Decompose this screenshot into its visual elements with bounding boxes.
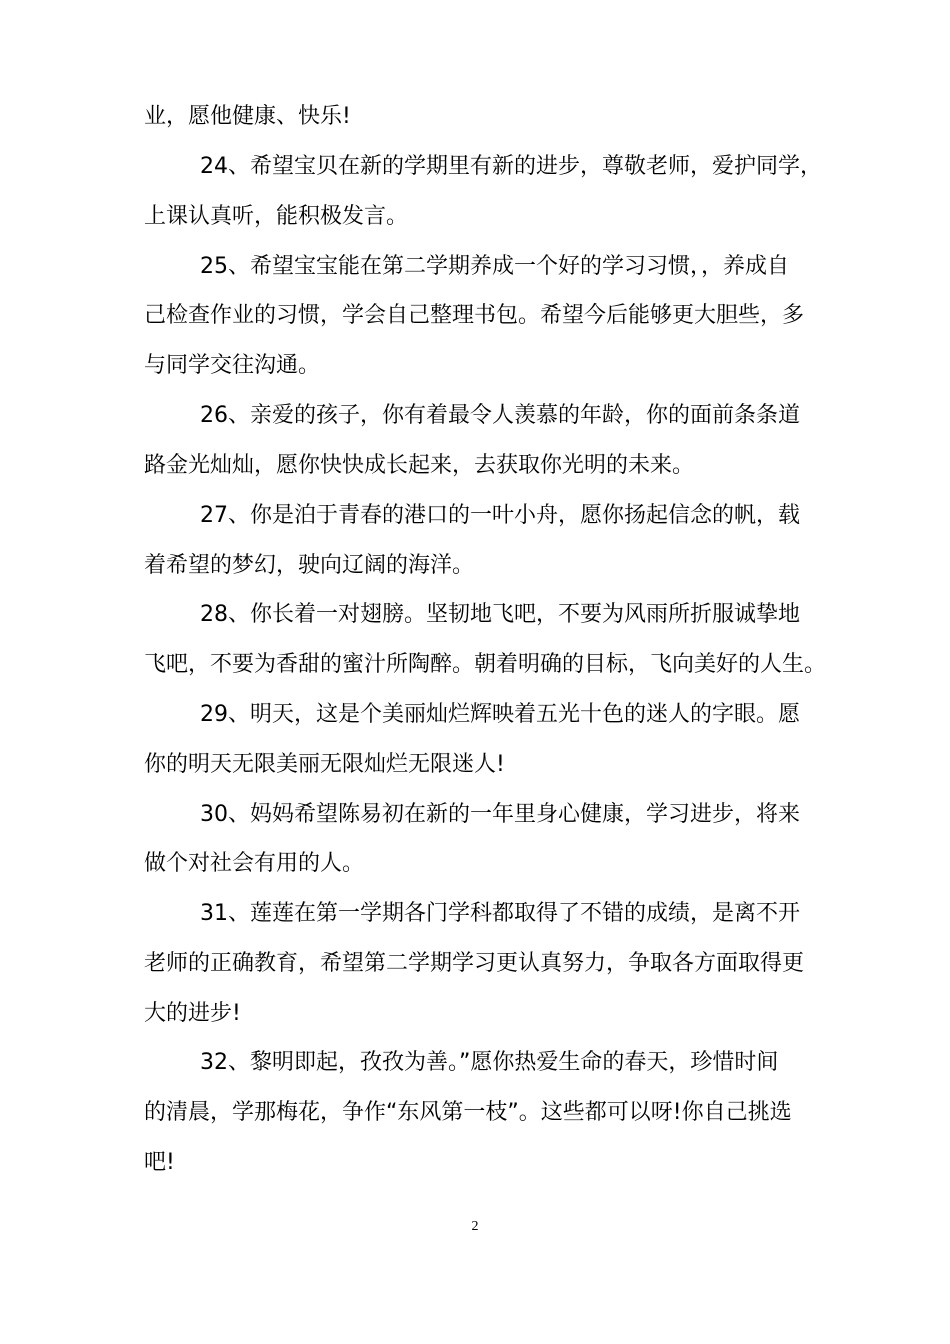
text-line: 24、希望宝贝在新的学期里有新的进步，尊敬老师，爱护同学， <box>200 154 822 179</box>
page-number: 2 <box>471 1219 479 1234</box>
text-line: 25、希望宝宝能在第二学期养成一个好的学习习惯，，养成自 <box>200 254 789 279</box>
text-line: 上课认真听，能积极发言。 <box>144 204 409 229</box>
text-line: 着希望的梦幻，驶向辽阔的海洋。 <box>144 553 475 578</box>
text-line: 的清晨，学那梅花，争作“东风第一枝”。这些都可以呀!你自己挑选 <box>144 1100 792 1125</box>
text-line: 32、黎明即起，孜孜为善。”愿你热爱生命的春天，珍惜时间 <box>200 1050 779 1075</box>
text-line: 30、妈妈希望陈易初在新的一年里身心健康，学习进步，将来 <box>200 802 800 827</box>
text-line: 大的进步! <box>144 1001 241 1026</box>
text-line: 27、你是泊于青春的港口的一叶小舟，愿你扬起信念的帆，载 <box>200 503 800 528</box>
text-line: 28、你长着一对翅膀。坚韧地飞吧，不要为风雨所折服诚挚地 <box>200 602 800 627</box>
text-line: 路金光灿灿，愿你快快成长起来，去获取你光明的未来。 <box>144 453 695 478</box>
text-line: 老师的正确教育，希望第二学期学习更认真努力，争取各方面取得更 <box>144 951 805 976</box>
text-line: 吧! <box>144 1150 175 1175</box>
text-line: 飞吧，不要为香甜的蜜汁所陶醉。朝着明确的目标，飞向美好的人生。 <box>144 652 827 677</box>
text-line: 业，愿他健康、快乐! <box>144 104 351 129</box>
text-line: 31、莲莲在第一学期各门学科都取得了不错的成绩，是离不开 <box>200 901 800 926</box>
text-line: 26、亲爱的孩子，你有着最令人羡慕的年龄，你的面前条条道 <box>200 403 800 428</box>
text-line: 29、明天，这是个美丽灿烂辉映着五光十色的迷人的字眼。愿 <box>200 702 800 727</box>
text-line: 与同学交往沟通。 <box>144 353 321 378</box>
text-line: 你的明天无限美丽无限灿烂无限迷人! <box>144 752 505 777</box>
text-line: 己检查作业的习惯，学会自己整理书包。希望今后能够更大胆些，多 <box>144 303 805 328</box>
text-line: 做个对社会有用的人。 <box>144 851 365 876</box>
